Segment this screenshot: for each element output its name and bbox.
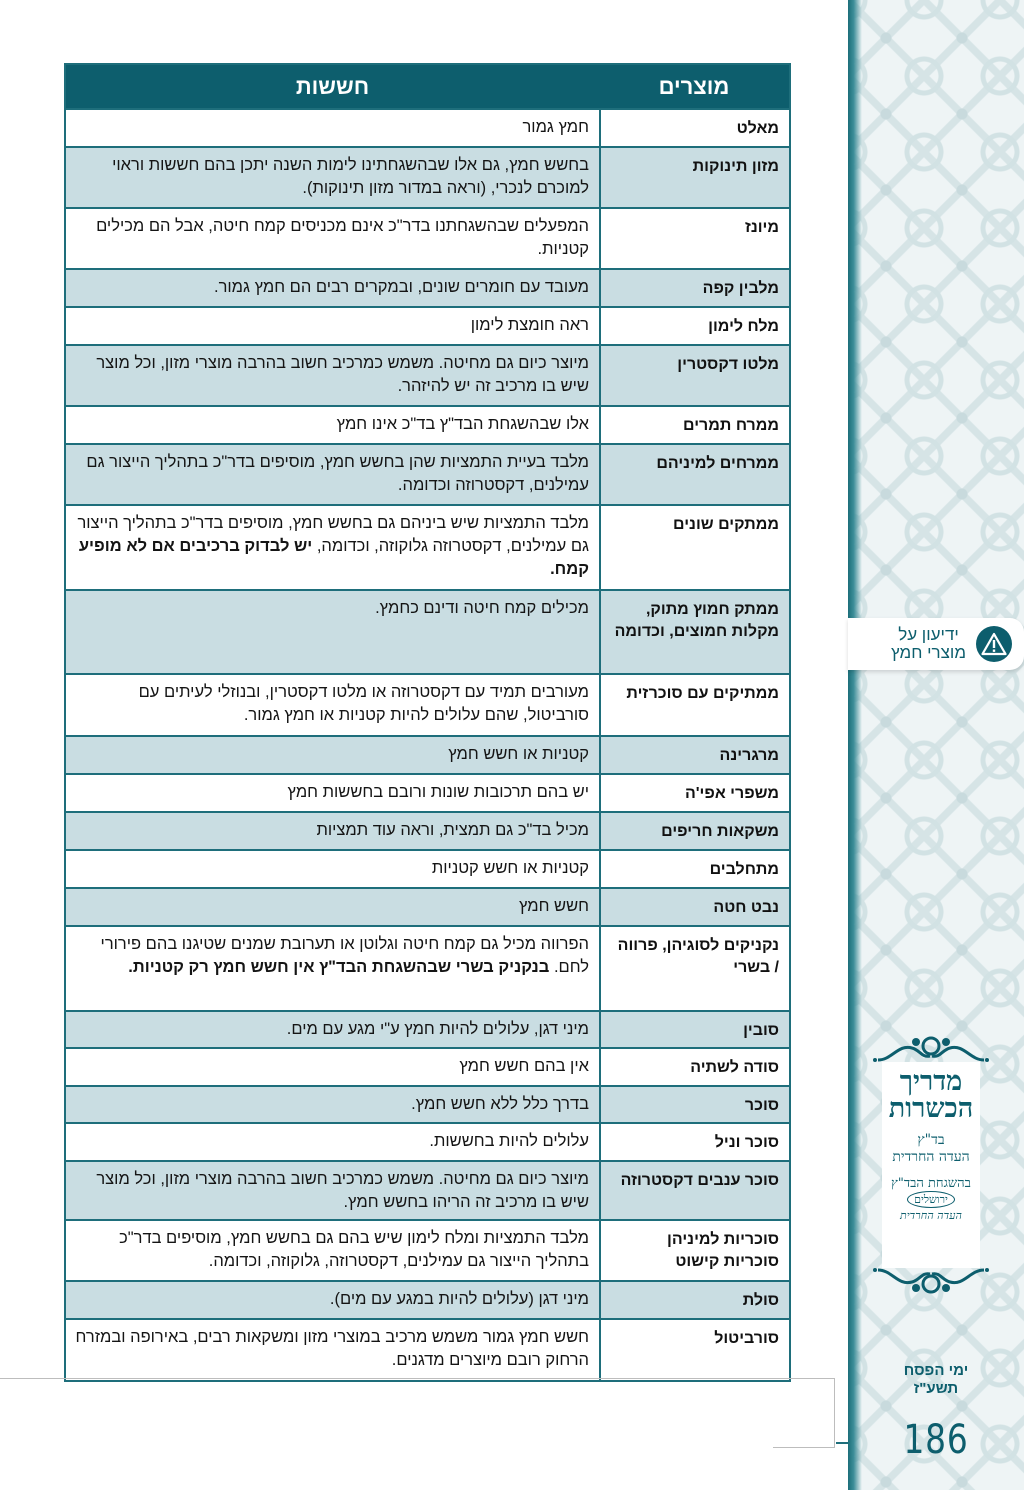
table-row xyxy=(66,1282,789,1320)
concern-text: מלבד בעיית התמציות שהן בחשש חמץ, מוסיפים בדר"כ בתהליך הייצור גם עמילנים, דקסטרוזה וכדומה. xyxy=(86,453,589,494)
product-cell: מאלט xyxy=(599,110,789,146)
concern-text: חשש חמץ xyxy=(518,897,589,915)
concern-text: מיוצר כיום גם מחיטה. משמש כמרכיב חשוב בהרבה מוצרי מזון, וכל מוצר שיש בו מרכיב זה יש להיזהר. xyxy=(96,354,589,395)
concern-cell xyxy=(66,506,599,589)
concern-cell xyxy=(66,1049,599,1085)
product-cell: משפרי אפי'ה xyxy=(599,775,789,811)
concern-text: מלבד התמציות שיש ביניהם גם בחשש חמץ, מוסיפים בדר"כ בתהליך הייצור גם עמילנים, דקסטרוזה גלוקוזה, וכדומה, xyxy=(77,514,589,555)
concern-text: מלבד התמציות ומלח לימון שיש בהם גם בחשש חמץ, מוסיפים בדר"כ בתהליך הייצור גם עמילנים, דקסטרוזה, גלוקוזה, וכדומה. xyxy=(119,1229,589,1270)
concern-cell xyxy=(66,775,599,811)
product-cell: סובין xyxy=(599,1012,789,1047)
concern-text: מעורבים תמיד עם דקסטרוזה או מלטו דקסטרין, ובנוזלי לעיתים עם סורביטול, שהם עלולים להיות קטניות או חמץ גמור. xyxy=(138,683,589,724)
concern-cell xyxy=(66,1282,599,1318)
product-cell: סודה לשתיה xyxy=(599,1049,789,1085)
table-row xyxy=(66,675,789,737)
concern-cell xyxy=(66,737,599,773)
concern-text: קטניות או חשש קטניות xyxy=(431,859,589,877)
season-line2: תשע"ז xyxy=(913,1380,959,1397)
product-cell: מזון תינוקות xyxy=(599,148,789,207)
concern-cell xyxy=(66,1087,599,1122)
section-tab-label xyxy=(891,626,966,662)
concern-text: מיני דגן (עלולים להיות במגע עם מים). xyxy=(329,1290,589,1308)
table-row xyxy=(66,813,789,851)
sidebar-edge xyxy=(848,0,862,1490)
product-cell: משקאות חריפים xyxy=(599,813,789,849)
concern-text: חמץ גמור xyxy=(522,118,589,136)
table-row xyxy=(66,851,789,889)
season-label xyxy=(848,1362,1024,1398)
table-row xyxy=(66,1049,789,1087)
concern-text: קטניות או חשש חמץ xyxy=(448,745,589,763)
product-cell: סוכר xyxy=(599,1087,789,1122)
concern-cell xyxy=(66,270,599,306)
product-cell: מלטו דקסטרין xyxy=(599,346,789,405)
header-concerns: חששות xyxy=(295,73,370,99)
page-number: 186 xyxy=(903,1417,969,1463)
product-cell: סוכר ענבים דקסטרוזה xyxy=(599,1162,789,1219)
table-row xyxy=(66,591,789,675)
concern-text: בחשש חמץ, גם אלו שבהשגחתינו לימות השנה יתכן בהם חששות וראוי למוכרם לנכרי, (וראה במדור מזון תינוקות). xyxy=(112,156,589,197)
table-row xyxy=(66,148,789,209)
ornament-bottom-icon xyxy=(872,1266,990,1296)
table-row xyxy=(66,1012,789,1049)
concern-text: המפעלים שבהשגחתנו בדר"כ אינם מכניסים קמח חיטה, אבל הם מכילים קטניות. xyxy=(96,217,589,258)
section-tab-label-line1: ידיעון על xyxy=(898,625,959,644)
table-row xyxy=(66,308,789,346)
table-row xyxy=(66,346,789,407)
product-cell: נבט חטה xyxy=(599,889,789,925)
product-cell: מרגרינה xyxy=(599,737,789,773)
concern-cell xyxy=(66,308,599,344)
concern-cell xyxy=(66,813,599,849)
product-cell: ממרח תמרים xyxy=(599,407,789,443)
product-cell: סורביטול xyxy=(599,1320,789,1380)
product-cell: מלח לימון xyxy=(599,308,789,344)
concern-cell xyxy=(66,1221,599,1280)
table-row xyxy=(66,1162,789,1221)
concern-cell xyxy=(66,1124,599,1160)
concern-cell xyxy=(66,675,599,735)
table-row xyxy=(66,209,789,270)
product-cell: מלבין קפה xyxy=(599,270,789,306)
seal-line3: העדה החרדית xyxy=(900,1209,962,1222)
warning-icon xyxy=(976,626,1012,662)
page-frame-line xyxy=(834,1378,835,1448)
table-row xyxy=(66,1320,789,1380)
product-cell: מיונז xyxy=(599,209,789,268)
logo-subtitle-line2: העדה החרדית xyxy=(892,1149,970,1165)
logo-title xyxy=(889,1068,973,1122)
product-cell: סולת xyxy=(599,1282,789,1318)
concern-text: הפרווה מכיל גם קמח חיטה וגלוטן או תערובת שמנים שטיגנו בהם פירורי לחם. xyxy=(100,935,589,976)
product-cell: ממתיקים עם סוכרזית xyxy=(599,675,789,735)
table-row xyxy=(66,775,789,813)
supervision-seal xyxy=(891,1176,971,1223)
concern-text: יש בהם תרכובות שונות ורובם בחששות חמץ xyxy=(287,783,589,801)
concern-text: מכיל בד"כ גם תמצית, וראה עוד תמציות xyxy=(316,821,589,839)
product-cell: מתחלבים xyxy=(599,851,789,887)
concern-cell xyxy=(66,1012,599,1047)
section-tab-chametz-info[interactable] xyxy=(848,618,1024,670)
concern-cell xyxy=(66,591,599,673)
seal-line2: ירושלים xyxy=(907,1191,955,1208)
concern-text: מיוצר כיום גם מחיטה. משמש כמרכיב חשוב בהרבה מוצרי מזון, וכל מוצר שיש בו מרכיב זה הריהו בחשש חמץ. xyxy=(96,1170,589,1211)
page-frame-dots xyxy=(836,1442,848,1448)
table-body xyxy=(66,110,789,1380)
table-row xyxy=(66,506,789,591)
table-header xyxy=(66,65,789,110)
concern-cell xyxy=(66,148,599,207)
product-cell: נקניקים לסוגיהן, פרווה / בשרי xyxy=(599,927,789,1010)
concern-cell xyxy=(66,1162,599,1219)
product-cell: ממתקים שונים xyxy=(599,506,789,589)
product-cell: ממתק חמוץ מתוק, מקלות חמוצים, וכדומה xyxy=(599,591,789,673)
logo-subtitle-line1: בד"ץ xyxy=(917,1132,945,1148)
table-row xyxy=(66,889,789,927)
ornament-top-icon xyxy=(872,1034,990,1064)
concern-cell xyxy=(66,445,599,504)
product-cell: סוכריות למיניהן סוכריות קישוט xyxy=(599,1221,789,1280)
product-cell: ממרחים למיניהם xyxy=(599,445,789,504)
table-row xyxy=(66,1124,789,1162)
concern-text: מעובד עם חומרים שונים, ובמקרים רבים הם חמץ גמור. xyxy=(214,278,589,296)
concern-text: בדרך כלל ללא חשש חמץ. xyxy=(411,1095,589,1113)
concern-cell xyxy=(66,927,599,1010)
concern-text: מיני דגן, עלולים להיות חמץ ע"י מגע עם מים. xyxy=(286,1020,589,1038)
page-frame-line xyxy=(773,1447,835,1448)
season-line1: ימי הפסח xyxy=(903,1362,969,1379)
concern-text: מכילים קמח חיטה ודינם כחמץ. xyxy=(375,599,589,617)
page-frame-line xyxy=(0,1378,835,1379)
concern-cell xyxy=(66,346,599,405)
concern-text: עלולים להיות בחששות. xyxy=(429,1132,589,1150)
concern-text: אין בהם חשש חמץ xyxy=(459,1057,589,1075)
concern-cell xyxy=(66,851,599,887)
table-row xyxy=(66,110,789,148)
logo-title-line1: מדריך xyxy=(899,1066,963,1097)
concern-cell xyxy=(66,209,599,268)
section-tab-label-line2: מוצרי חמץ xyxy=(890,643,966,662)
concern-bold-note: יש לבדוק ברכיבים אם לא מופיע קמח. xyxy=(78,537,589,578)
concern-cell xyxy=(66,110,599,146)
table-row xyxy=(66,270,789,308)
product-cell: סוכר וניל xyxy=(599,1124,789,1160)
table-row xyxy=(66,927,789,1012)
kashrut-guide-logo xyxy=(872,1034,990,1296)
concern-text: חשש חמץ גמור משמש מרכיב במוצרי מזון ומשקאות רבים, באירופה ובמזרח הרחוק רובם מיוצרים מדגנים. xyxy=(75,1328,589,1369)
header-products: מוצרים xyxy=(658,73,730,99)
table-row xyxy=(66,737,789,775)
concern-bold-note: בנקניק בשרי שבהשגחת הבד"ץ אין חשש חמץ רק קטניות. xyxy=(128,958,550,976)
concern-text: ראה חומצת לימון xyxy=(470,316,589,334)
chametz-products-table xyxy=(64,63,791,1382)
table-row xyxy=(66,1087,789,1124)
concern-text: אלו שבהשגחת הבד"ץ בד"כ אינו חמץ xyxy=(336,415,589,433)
table-row xyxy=(66,407,789,445)
concern-cell xyxy=(66,889,599,925)
table-row xyxy=(66,1221,789,1282)
concern-cell xyxy=(66,1320,599,1380)
logo-title-line2: הכשרות xyxy=(888,1093,974,1124)
seal-line1: בהשגחת הבד"ץ xyxy=(891,1176,971,1191)
concern-cell xyxy=(66,407,599,443)
table-row xyxy=(66,445,789,506)
logo-subtitle xyxy=(892,1132,969,1166)
